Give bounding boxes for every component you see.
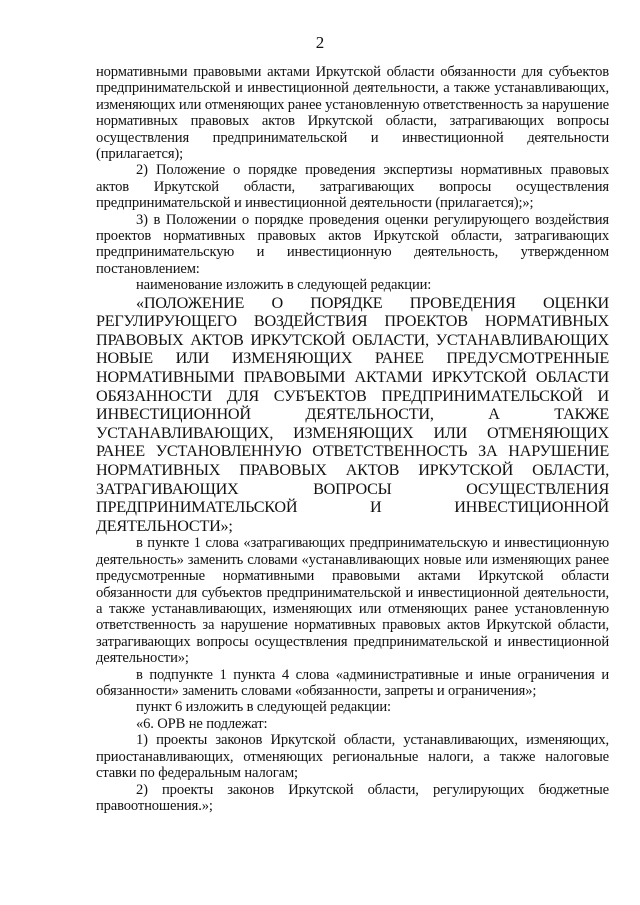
- page-number: 2: [315, 33, 325, 52]
- paragraph-point-4-amendment: в подпункте 1 пункта 4 слова «административные и иные ограничения и обязанности» заменить словами «обязанности, запреты и ограничения»;: [96, 666, 609, 700]
- paragraph-exclusion-2: 2) проекты законов Иркутской области, регулирующих бюджетные правоотношения.»;: [96, 781, 609, 814]
- paragraph-exclusion-1: 1) проекты законов Иркутской области, устанавливающих, изменяющих, приостанавливающих, отменяющих региональные налоги, а также налоговые ставки по федеральным налогам;: [96, 732, 609, 782]
- document-body: [96, 64, 609, 814]
- paragraph-item-3: 3) в Положении о порядке проведения оценки регулирующего воздействия проектов нормативных правовых актов Иркутской области, затрагивающих предпринимательскую и инвестиционную деятельность, утвержденном постановлением:: [96, 211, 609, 277]
- paragraph-title-instruction: наименование изложить в следующей редакции:: [136, 277, 432, 294]
- paragraph-point-6-instruction: пункт 6 изложить в следующей редакции:: [136, 699, 391, 716]
- paragraph-point-1-amendment: в пункте 1 слова «затрагивающих предпринимательскую и инвестиционную деятельность» заменить словами «устанавливающих новые или изменяющих ранее предусмотренные нормативными правовыми актами Иркутской области обязанности для субъектов предпринимательской и инвестиционной деятельности, а также устанавливающих, изменяющих или отменяющих ранее установленную ответственность за нарушение нормативных правовых актов Иркутской области, затрагивающих вопросы осуществления предпринимательской и инвестиционной деятельности»;: [96, 535, 609, 667]
- paragraph-item-2: 2) Положение о порядке проведения экспертизы нормативных правовых актов Иркутской области, затрагивающих вопросы осуществления предпринимательской и инвестиционной деятельности (прилагается);»;: [96, 162, 609, 212]
- paragraph-continuation: нормативными правовыми актами Иркутской области обязанности для субъектов предпринимательской и инвестиционной деятельности, а также устанавливающих, изменяющих или отменяющих ранее установленную ответственность за нарушение нормативных правовых актов Иркутской области, затрагивающих вопросы осуществления предпринимательской и инвестиционной деятельности (прилагается);: [96, 64, 609, 163]
- new-title-heading: «ПОЛОЖЕНИЕ О ПОРЯДКЕ ПРОВЕДЕНИЯ ОЦЕНКИ РЕГУЛИРУЮЩЕГО ВОЗДЕЙСТВИЯ ПРОЕКТОВ НОРМАТИВНЫХ ПРАВОВЫХ АКТОВ ИРКУТСКОЙ ОБЛАСТИ, УСТАНАВЛИВАЮЩИХ НОВЫЕ ИЛИ ИЗМЕНЯЮЩИХ РАНЕЕ ПРЕДУСМОТРЕННЫЕ НОРМАТИВНЫМИ ПРАВОВЫМИ АКТАМИ ИРКУТСКОЙ ОБЛАСТИ ОБЯЗАННОСТИ ДЛЯ СУБЪЕКТОВ ПРЕДПРИНИМАТЕЛЬСКОЙ И ИНВЕСТИЦИОННОЙ ДЕЯТЕЛЬНОСТИ, А ТАКЖЕ УСТАНАВЛИВАЮЩИХ, ИЗМЕНЯЮЩИХ ИЛИ ОТМЕНЯЮЩИХ РАНЕЕ УСТАНОВЛЕННУЮ ОТВЕТСТВЕННОСТЬ ЗА НАРУШЕНИЕ НОРМАТИВНЫХ ПРАВОВЫХ АКТОВ ИРКУТСКОЙ ОБЛАСТИ, ЗАТРАГИВАЮЩИХ ВОПРОСЫ ОСУЩЕСТВЛЕНИЯ ПРЕДПРИНИМАТЕЛЬСКОЙ И ИНВЕСТИЦИОННОЙ ДЕЯТЕЛЬНОСТИ»;: [96, 293, 609, 535]
- paragraph-orv-exclusions: «6. ОРВ не подлежат:: [136, 715, 268, 732]
